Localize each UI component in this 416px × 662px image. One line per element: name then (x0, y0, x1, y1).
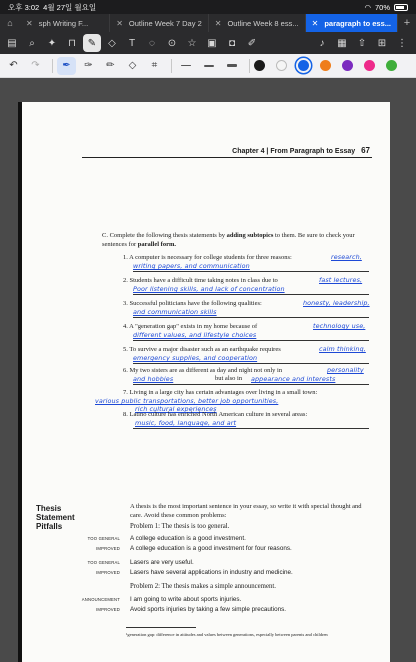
handwritten-answer: and hobbies (133, 375, 174, 383)
exercise-list (95, 253, 373, 431)
list-item: 1. A computer is necessary for college students for three reasons: research, writing papers, and communication (123, 254, 373, 277)
tab-3[interactable] (209, 14, 306, 32)
handwritten-answer: personality (327, 366, 364, 374)
list-item: 3. Successful politicians have the following qualities: honesty, leadership, and communication skills (123, 299, 370, 316)
handwritten-answer: music, food, language, and art (135, 419, 237, 427)
list-item: 4. A "generation gap" exists in my home because of technology use, different values, and lifestyle choices (123, 323, 373, 346)
handwritten-answer: appearance and interests (251, 375, 336, 383)
add-page-icon[interactable]: ⊞ (377, 37, 387, 49)
example-text: Lasers have several applications in industry and medicine. (130, 569, 293, 576)
pen-tool-icon[interactable]: ✒ (57, 57, 76, 75)
textbook-page[interactable] (18, 102, 390, 662)
eraser-tool-icon[interactable]: ◇ (128, 60, 137, 71)
handwritten-answer: Poor listening skills, and lack of concentration (133, 285, 285, 293)
tab-label: sph Writing F... (38, 18, 89, 28)
lasso-icon[interactable]: ⊙ (167, 37, 177, 49)
status-time: 오후 3:02 (8, 2, 40, 12)
example-text: A college education is a good investment. (130, 535, 246, 542)
color-swatch-orange[interactable] (320, 60, 331, 71)
laser-pointer-icon[interactable]: ✐ (247, 37, 257, 49)
search-icon[interactable]: ⌕ (29, 37, 35, 49)
chapter-label: Chapter 4 (232, 148, 265, 155)
handwritten-answer: writing papers, and communication (133, 262, 250, 270)
example-text: I am going to write about sports injuries. (130, 596, 242, 603)
close-icon[interactable]: ✕ (116, 18, 123, 28)
tab-label: Outline Week 8 ess... (227, 18, 299, 28)
color-swatch-pink[interactable] (364, 60, 375, 71)
footnote: ¹generation gap: difference in attitudes and values between generations, especially between parents and children (126, 632, 328, 637)
share-icon[interactable]: ⇧ (357, 37, 367, 49)
exercise-instructions: C. Complete the following thesis statements by adding subtopics to them. Be sure to check your sentences for parallel form. (102, 232, 355, 248)
example-label: IMPROVED (96, 570, 120, 575)
wifi-icon: ◠ (364, 2, 371, 12)
document-canvas[interactable] (0, 78, 416, 637)
color-swatch-green[interactable] (386, 60, 397, 71)
example-label: IMPROVED (96, 546, 120, 551)
pen-toolbar (0, 54, 416, 78)
color-swatch-white[interactable] (276, 60, 287, 71)
magic-icon[interactable]: ✦ (47, 37, 57, 49)
image-icon[interactable]: ▣ (207, 37, 217, 49)
camera-icon[interactable]: ◘ (228, 37, 236, 49)
color-swatch-blue[interactable] (298, 60, 309, 71)
tab-1[interactable] (20, 14, 110, 32)
tab-4-active[interactable] (306, 14, 398, 32)
problem-heading: Problem 2: The thesis makes a simple announcement. (130, 583, 276, 590)
stroke-thick[interactable] (222, 58, 242, 74)
status-bar (0, 0, 416, 14)
footnote-rule (126, 627, 196, 628)
pencil-tool-icon[interactable]: ✏ (106, 60, 115, 71)
section-heading: Thesis Statement Pitfalls (36, 504, 75, 531)
more-icon[interactable]: ⋮ (397, 37, 407, 49)
highlighter-tool-icon[interactable]: ✑ (84, 60, 93, 71)
pages-icon[interactable]: ▦ (337, 37, 347, 49)
tab-2[interactable] (110, 14, 209, 32)
redo-icon[interactable]: ↷ (31, 60, 40, 71)
example-text: A college education is a good investment for four reasons. (130, 545, 292, 552)
example-label: TOO GENERAL (87, 560, 120, 565)
home-icon[interactable]: ⌂ (7, 18, 13, 28)
example-label: IMPROVED (96, 607, 120, 612)
lasso-tool-icon[interactable]: ⌗ (151, 60, 158, 71)
handwritten-answer: honesty, leadership, (303, 299, 370, 307)
textbox-icon[interactable]: T (128, 37, 136, 49)
handwritten-answer: emergency supplies, and cooperation (133, 354, 258, 362)
mic-icon[interactable]: ♪ (319, 37, 325, 49)
color-swatch-black[interactable] (254, 60, 265, 71)
undo-icon[interactable]: ↶ (9, 60, 18, 71)
chapter-title: From Paragraph to Essay (270, 148, 356, 155)
stroke-medium[interactable] (199, 58, 219, 74)
shape-icon[interactable]: ◌ (149, 37, 155, 49)
handwritten-answer: research, (331, 253, 362, 261)
list-item: 8. Latino culture has enriched North American culture in several areas: music, food, language, and art (123, 411, 373, 431)
new-tab-plus-icon[interactable]: + (403, 17, 411, 29)
handwritten-answer: rich cultural experiences (135, 405, 217, 413)
battery-icon (394, 4, 408, 11)
list-item: 2. Students have a difficult time taking notes in class due to fast lectures, Poor listening skills, and lack of concentration (123, 277, 373, 300)
problem-heading: Problem 1: The thesis is too general. (130, 523, 230, 530)
handwritten-answer: different values, and lifestyle choices (133, 331, 257, 339)
handwritten-answer: technology use, (313, 322, 366, 330)
example-label: ANNOUNCEMENT (81, 597, 120, 602)
list-item: 5. To survive a major disaster such as an earthquake requires calm thinking, emergency supplies, and cooperation (123, 346, 373, 367)
pen-icon[interactable]: ✎ (83, 34, 101, 52)
close-icon[interactable]: ✕ (311, 18, 319, 28)
list-item: 6. My two sisters are as different as day and night not only in personality and hobbies but also in appearance and interests (123, 367, 373, 389)
close-icon[interactable]: ✕ (26, 18, 33, 28)
example-text: Avoid sports injuries by taking a few simple precautions. (130, 606, 286, 613)
document-tab-bar (0, 14, 416, 32)
example-text: Lasers are very useful. (130, 559, 194, 566)
battery-percent: 70% (374, 2, 390, 12)
handwritten-answer: calm thinking, (319, 345, 366, 353)
tab-label: Outline Week 7 Day 2 (128, 18, 202, 28)
handwritten-answer: various public transportations, better job opportunities, (95, 397, 279, 405)
sidebar-icon[interactable]: ▤ (7, 37, 17, 49)
eraser-icon[interactable]: ◇ (108, 37, 116, 49)
main-toolbar (0, 32, 416, 54)
handwritten-answer: fast lectures, (319, 276, 363, 284)
handwritten-answer: and communication skills (133, 308, 217, 316)
section-intro: A thesis is the most important sentence in your essay, so write it with special thought and care. Avoid these common problems: (130, 503, 362, 519)
list-item: 7. Living in a large city has certain advantages over living in a small town: various public transportations, better job opportunities, rich cultural experiences (95, 389, 318, 413)
color-swatch-purple[interactable] (342, 60, 353, 71)
running-head: Chapter 4 | From Paragraph to Essay 67 (232, 146, 370, 155)
sticker-icon[interactable]: ☆ (187, 37, 197, 49)
close-icon[interactable]: ✕ (214, 18, 222, 28)
example-label: TOO GENERAL (87, 536, 120, 541)
stroke-thin[interactable] (176, 58, 196, 74)
bookmark-icon[interactable]: ⊓ (68, 37, 76, 49)
page-number: 67 (361, 146, 370, 155)
status-date: 4월 27일 월요일 (43, 2, 97, 12)
header-rule (82, 157, 372, 158)
tab-label: paragraph to ess... (324, 18, 391, 28)
